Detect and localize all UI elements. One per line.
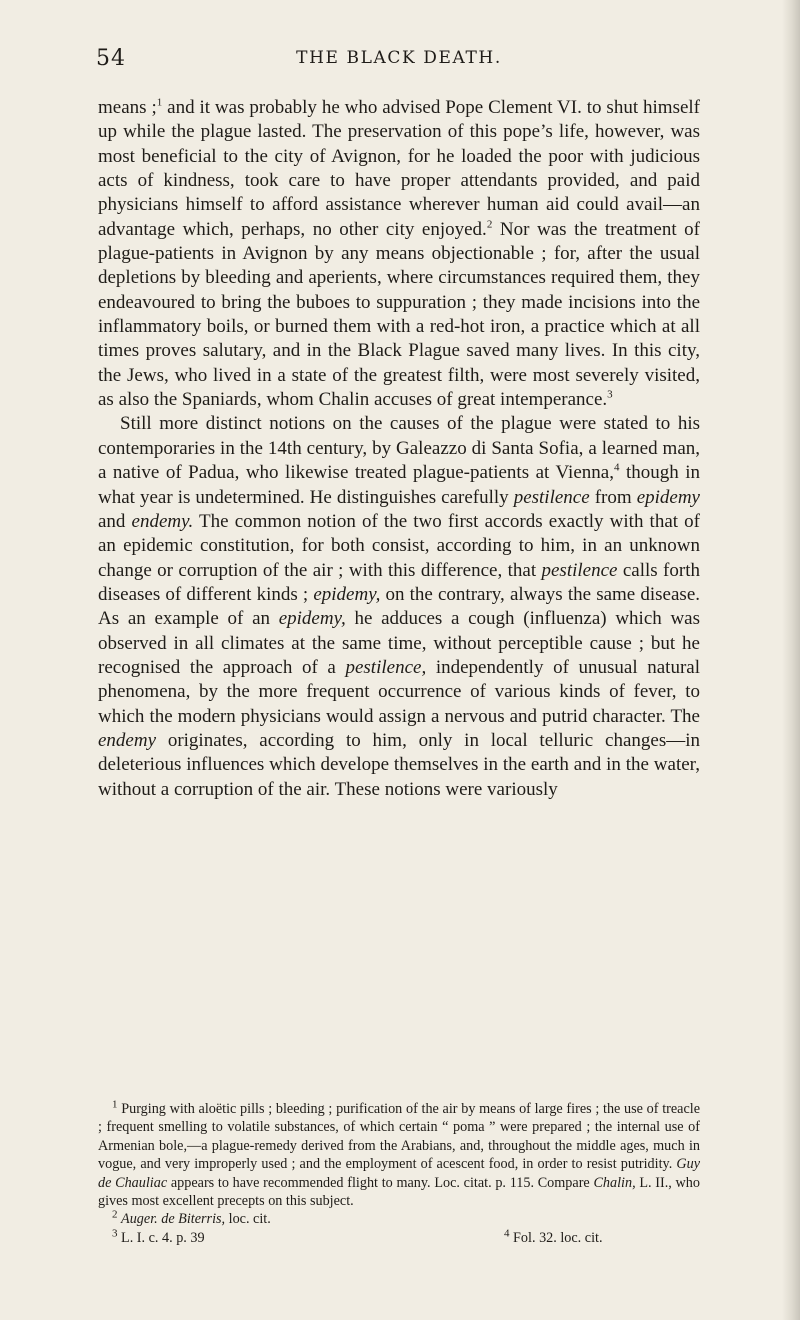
footnote-ref-2: 2 [486, 218, 493, 231]
paragraph-2 [98, 412, 700, 802]
footnote-4 [438, 1229, 603, 1247]
footnote-2 [98, 1210, 700, 1228]
text-run: appears to have recommended flight to many. Loc. citat. p. 115. Compare [167, 1174, 594, 1191]
text-run: The common notion of the two first accords exactly with that of an epidemic constitution, for both consist, according to him, in an unknown change or corruption of the air ; with this difference, that [98, 510, 700, 581]
text-run: L. II., who gives most excellent precepts on this subject. [98, 1174, 700, 1210]
italic-term: pestilence, [345, 656, 427, 678]
footnote-ref-3: 3 [607, 388, 613, 401]
footnotes-3-4 [98, 1229, 700, 1247]
text-run: Purging with aloëtic pills ; bleeding ; purification of the air by means of large fires ; the use of treacle ; frequent smelling to volatile substances, of which certain “ poma ” were prepared ; the internal use of Armenian bole,—a plague-remedy derived from the Arabians, and, throughout the middle ages, much in vogue, and very improperly used ; and the employment of acescent food, in order to resist putridity. [98, 1101, 700, 1173]
text-run: means ; [98, 97, 157, 118]
running-head [96, 46, 702, 80]
footnote-3 [98, 1229, 438, 1247]
text-run: from [589, 486, 637, 508]
footnote-mark: 3 [112, 1227, 118, 1240]
text-run: though in what year is undetermined. He distinguishes carefully [98, 462, 700, 508]
footnote-mark: 2 [112, 1208, 118, 1221]
text-run: L. I. c. 4. p. 39 [117, 1229, 205, 1246]
text-run: he adduces a cough (influenza) which was observed in all climates at the same time, without perceptible cause ; but he recognised the approach of a [98, 608, 701, 678]
text-run: Fol. 32. loc. cit. [509, 1229, 603, 1246]
footnote-ref-1: 1 [156, 96, 163, 109]
italic-term: epidemy, [278, 608, 346, 630]
footnote-mark: 4 [504, 1227, 510, 1240]
italic-term: endemy. [131, 510, 194, 532]
page-number: 54 [96, 46, 126, 71]
running-title: THE BLACK DEATH. [296, 48, 502, 68]
text-run: Still more distinct notions on the causes of the plague were stated to his contemporaries in the 14th century, by Galeazzo di Santa Sofia, a learned man, a native of Padua, who likewise treated plague-patients at Vienna, [98, 413, 700, 484]
footnote-1 [98, 1100, 700, 1210]
text-run: independently of unusual natural phenomena, by the more frequent occurrence of various kinds of fever, to which the modern physicians would assign a nervous and putrid character. The [98, 656, 700, 727]
italic-term: endemy [98, 729, 157, 751]
text-run: loc. cit. [225, 1211, 271, 1228]
italic-term: Guy de Chauliac [98, 1156, 700, 1191]
text-run: originates, according to him, only in local telluric changes—in deleterious influences which develope themselves in the earth and in the water, without a corruption of the air. These notions were variously [98, 729, 700, 800]
text-run: Nor was the treatment of plague-patients in Avignon by any means objectionable ; for, after the usual depletions by bleeding and aperients, where circumstances required them, they endeavoured to bring the buboes to suppuration ; they made incisions into the inflammatory boils, or burned them with a red-hot iron, a practice which at all times proves salutary, and in the Black Plague saved many lives. In this city, the Jews, who lived in a state of the greatest filth, were most severely visited, as also the Spaniards, whom Chalin accuses of great intemperance. [98, 218, 700, 411]
text-run: calls forth diseases of different kinds ; [98, 559, 700, 605]
italic-term: epidemy [636, 486, 700, 508]
italic-term: epidemy, [313, 583, 381, 605]
italic-term: Chalin, [593, 1174, 636, 1191]
text-run: and it was probably he who advised Pope Clement VI. to shut himself up while the plague lasted. The preservation of this pope’s life, however, was most beneficial to the city of Avignon, for he loaded the poor with judicious acts of kindness, took care to have proper attendants provided, and paid physicians himself to afford assistance wherever human aid could avail—an advantage which, perhaps, no other city enjoyed. [98, 97, 701, 240]
text-run: and [98, 510, 132, 532]
paragraph-1 [98, 96, 700, 412]
footnote-ref-4: 4 [613, 461, 620, 474]
text-run: on the contrary, always the same disease. As an example of an [98, 583, 701, 630]
footnotes [98, 1100, 700, 1247]
italic-term: Auger. de Biterris, [121, 1211, 226, 1228]
body-text [98, 96, 700, 802]
italic-term: pestilence [541, 559, 618, 581]
footnote-mark: 1 [112, 1098, 118, 1111]
page-edge-shadow [782, 0, 800, 1320]
italic-term: pestilence [513, 486, 590, 508]
